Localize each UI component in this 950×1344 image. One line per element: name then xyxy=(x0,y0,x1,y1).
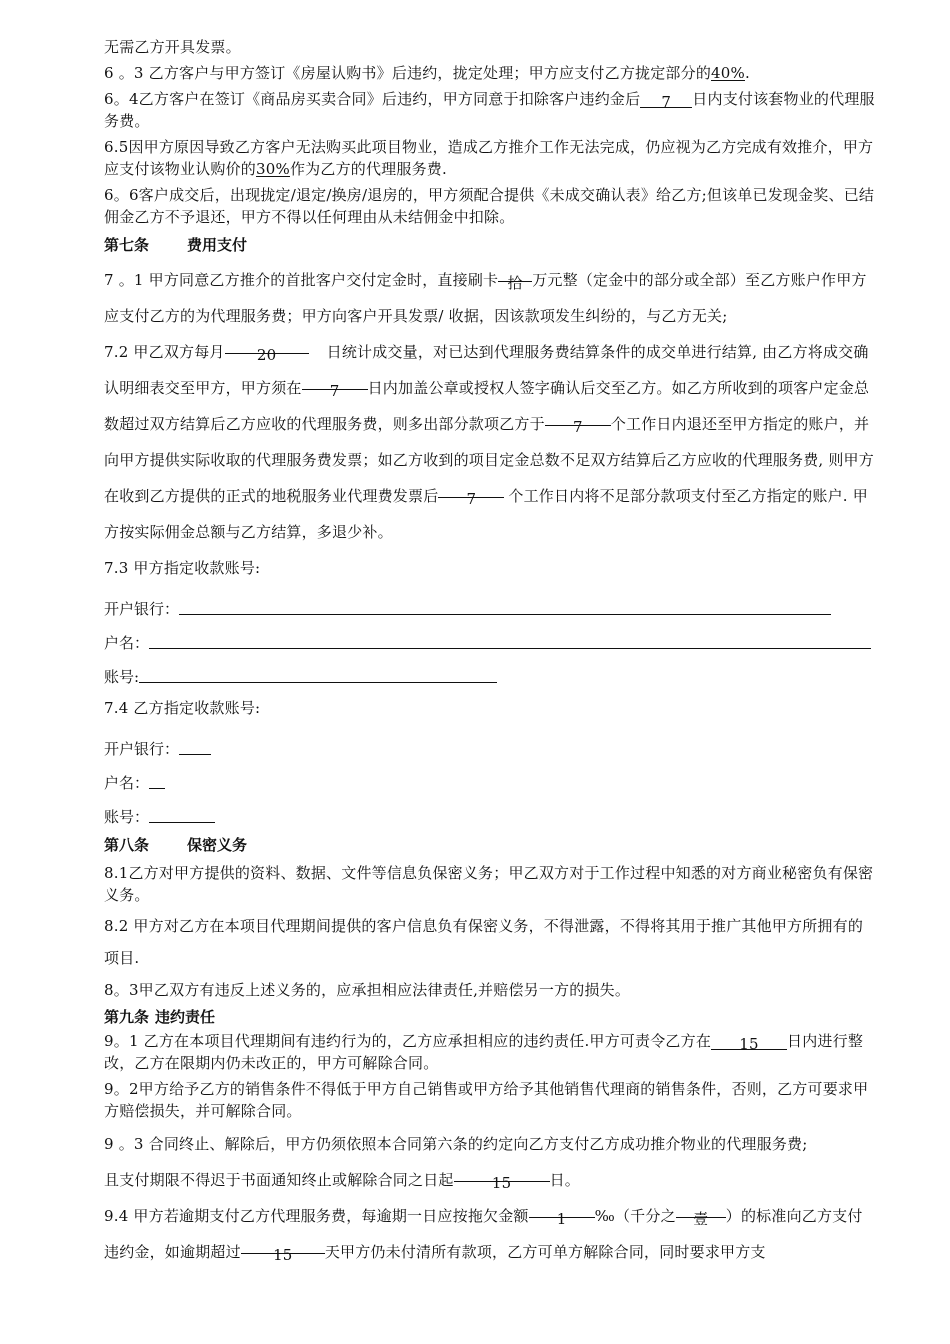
clause-9-4-rate: 1 xyxy=(529,1201,595,1218)
article-9-heading: 第九条 违约责任 xyxy=(104,1008,216,1026)
clause-8-1: 8.1乙方对甲方提供的资料、数据、文件等信息负保密义务；甲乙双方对于工作过程中知悉的对方商业秘密负有保密义务。 xyxy=(104,864,874,904)
clause-7-2: 7.2 甲乙双方每月 20 日统计成交量，对已达到代理服务费结算条件的成交单进行结算, 由乙方将成交确认明细表交至甲方，甲方须在 7 日内加盖公章或授权人签字确认后交至乙方。如乙方所收到的项客户定金总数超过双方结算后乙方应收的代理服务费，则多出部分款项乙方于 7 个工作日内退还至甲方指定的账户，并向甲方提供实际收取的代理服务费发票；如乙方收到的项目定金总数不足双方结算后乙方应收的代理服务费, 则甲方在收到乙方提供的正式的地税服务业代理费发票后 7 个工作日内将不足部分款项支付至乙方指定的账户. 甲方按实际佣金总额与乙方结算，多退少补。 xyxy=(104,334,876,550)
art6-tail: 无需乙方开具发票。 xyxy=(104,38,241,56)
party-b-account-label: 账号： xyxy=(104,808,150,826)
clause-6-5: 6.5因甲方原因导致乙方客户无法购买此项目物业，造成乙方推介工作无法完成，仍应视为乙方完成有效推介，甲方应支付该物业认购价的30%作为乙方的代理服务费. xyxy=(104,138,874,178)
clause-6-3-percent: 40% xyxy=(711,64,745,82)
party-a-name-field[interactable] xyxy=(104,620,876,654)
clause-7-2-days-2: 7 xyxy=(545,409,611,426)
party-b-bank-field[interactable] xyxy=(104,726,876,760)
clause-9-2: 9。2甲方给予乙方的销售条件不得低于甲方自己销售或甲方给予其他销售代理商的销售条件，否则，乙方可要求甲方赔偿损失，并可解除合同。 xyxy=(104,1080,869,1120)
clause-9-4-days: 15 xyxy=(241,1237,325,1254)
clause-7-1: 7 。1 甲方同意乙方推介的首批客户交付定金时，直接刷卡 拾 万元整（定金中的部分或全部）至乙方账户作甲方应支付乙方的为代理服务费；甲方向客户开具发票/ 收据，因该款项发生纠纷的，与乙方无关; xyxy=(104,262,876,334)
party-a-bank-label: 开户银行： xyxy=(104,600,180,618)
contract-page xyxy=(104,36,876,1270)
clause-7-2-days-1: 7 xyxy=(302,373,368,390)
clause-9-4: 9.4 甲方若逾期支付乙方代理服务费，每逾期一日应按拖欠金额 1 ‰（千分之 壹 ）的标准向乙方支付违约金，如逾期超过 15 天甲方仍未付清所有款项，乙方可单方解除合同，同时要求甲方支 xyxy=(104,1198,876,1270)
party-a-name-label: 户名： xyxy=(104,634,150,652)
party-b-name-label: 户名： xyxy=(104,774,150,792)
clause-7-3-title: 7.3 甲方指定收款账号: xyxy=(104,559,261,577)
clause-7-2-days-3: 7 xyxy=(438,481,504,498)
clause-8-3: 8。3甲乙双方有违反上述义务的，应承担相应法律责任,并赔偿另一方的损失。 xyxy=(104,981,631,999)
clause-7-2-day: 20 xyxy=(225,337,309,354)
clause-9-1: 9。1 乙方在本项目代理期间有违约行为的，乙方应承担相应的违约责任.甲方可责令乙方在 15 日内进行整改，乙方在限期内仍未改正的，甲方可解除合同。 xyxy=(104,1032,864,1072)
party-b-name-field[interactable] xyxy=(104,760,876,794)
clause-9-1-days: 15 xyxy=(711,1033,787,1050)
article-8-heading: 第八条 保密义务 xyxy=(104,836,248,854)
clause-9-4-rate-chinese: 壹 xyxy=(676,1201,726,1218)
clause-6-6: 6。6客户成交后，出现拢定/退定/换房/退房的，甲方须配合提供《未成交确认表》给乙方;但该单已发现金奖、已结佣金乙方不予退还，甲方不得以任何理由从未结佣金中扣除。 xyxy=(104,186,875,226)
clause-6-4-days: 7 xyxy=(640,91,692,108)
clause-6-5-percent: 30% xyxy=(256,160,290,178)
party-a-account-label: 账号: xyxy=(104,668,140,686)
party-b-account-field[interactable] xyxy=(104,794,876,828)
clause-7-1-amount: 拾 xyxy=(498,265,532,282)
party-a-bank-field[interactable] xyxy=(104,586,876,620)
clause-9-3: 9 。3 合同终止、解除后，甲方仍须依照本合同第六条的约定向乙方支付乙方成功推介物业的代理服务费; 且支付期限不得迟于书面通知终止或解除合同之日起 15 日。 xyxy=(104,1135,808,1192)
party-a-account-field[interactable] xyxy=(104,654,876,688)
clause-7-4-title: 7.4 乙方指定收款账号: xyxy=(104,699,261,717)
clause-9-3-days: 15 xyxy=(454,1165,550,1182)
party-b-bank-label: 开户银行： xyxy=(104,740,180,758)
clause-8-2: 8.2 甲方对乙方在本项目代理期间提供的客户信息负有保密义务，不得泄露，不得将其用于推广其他甲方所拥有的项目. xyxy=(104,917,864,967)
article-7-heading: 第七条 费用支付 xyxy=(104,236,248,254)
clause-6-3: 6 。3 乙方客户与甲方签订《房屋认购书》后违约，拢定处理；甲方应支付乙方拢定部分的40%. xyxy=(104,64,750,82)
clause-6-4: 6。4乙方客户在签订《商品房买卖合同》后违约，甲方同意于扣除客户违约金后 7 日内支付该套物业的代理服务费。 xyxy=(104,90,875,130)
